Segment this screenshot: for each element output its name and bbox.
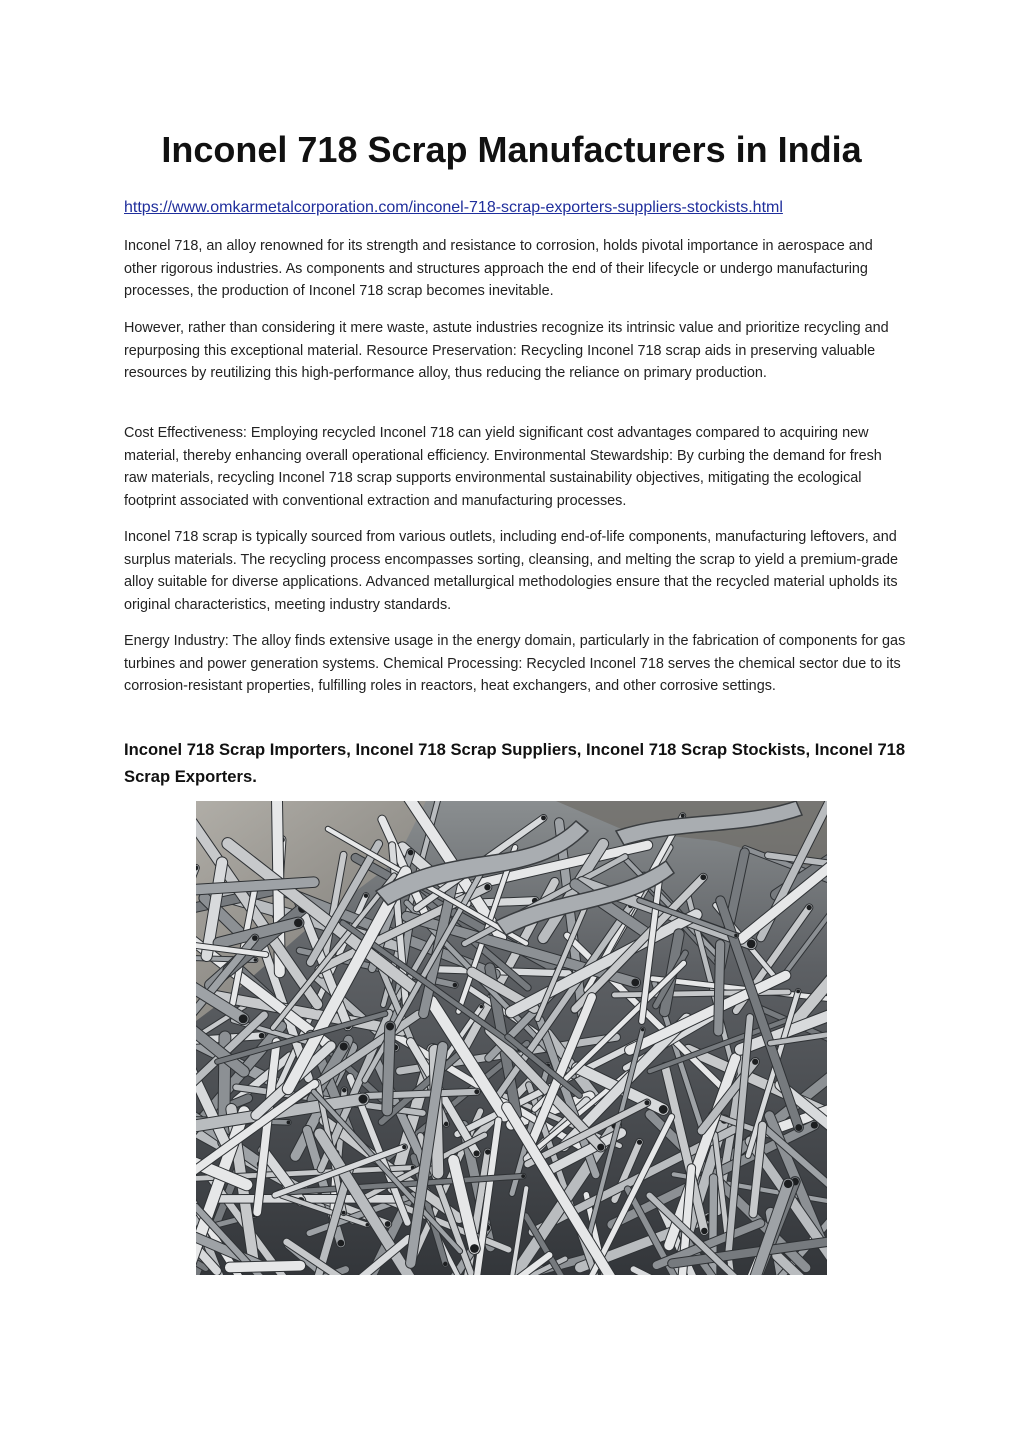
tube-opening <box>681 814 685 818</box>
tube-opening <box>473 1150 479 1156</box>
tube-opening <box>254 958 257 961</box>
tube-opening <box>294 918 303 927</box>
tube-opening <box>811 1122 818 1129</box>
tube-opening <box>342 1088 347 1093</box>
tube-opening <box>259 1033 265 1039</box>
source-url-link[interactable]: https://www.omkarmetalcorporation.com/inconel-718-scrap-exporters-suppliers-stockists.html <box>124 199 783 216</box>
paragraph-resource-preservation: However, rather than considering it mere waste, astute industries recognize its intrinsic value and prioritize recycling and repurposing this exceptional material. Resource Preservation: Recycling Inconel 718 scrap aids in preserving valuable resources by reutilizing this high-performance alloy, thus reducing the reliance on primary production. <box>124 320 889 382</box>
tube-opening <box>796 989 800 993</box>
tube-opening <box>747 940 756 949</box>
tube-opening <box>337 1240 344 1247</box>
tube-opening <box>521 1174 525 1178</box>
tube-opening <box>484 884 490 890</box>
paragraph-applications: Energy Industry: The alloy finds extensive usage in the energy domain, particularly in the fabrication of components for gas turbines and power generation systems. Chemical Processing: Recycled Inconel 718 serves the chemical sector due to its corrosion-resistant properties, fulfilling roles in reactors, heat exchangers, and other corrosive settings. <box>124 633 906 695</box>
tube-opening <box>443 1262 447 1266</box>
tube-opening <box>474 1089 479 1094</box>
tube-opening <box>807 905 812 910</box>
tube-opening <box>701 1228 708 1235</box>
tube-opening <box>637 1140 642 1145</box>
tube-opening <box>641 1028 644 1031</box>
tube-opening <box>795 1124 802 1131</box>
page-title: Inconel 718 Scrap Manufacturers in India <box>161 129 862 170</box>
tube-opening <box>386 1022 394 1030</box>
tube-opening <box>342 1211 346 1215</box>
tube-opening <box>631 979 639 987</box>
tube <box>230 1266 301 1268</box>
tube-opening <box>470 1244 479 1253</box>
tube-opening <box>644 1100 649 1105</box>
paragraph-cost-effectiveness: Cost Effectiveness: Employing recycled Inconel 718 can yield significant cost advantages compared to acquiring new material, thereby enhancing overall operational efficiency. Environmental Stewardship: By curbing the demand for fresh raw materials, recycling Inconel 718 scrap supports environmental sustainability objectives, mitigating the ecological footprint associated with conventional extraction and manufacturing processes. <box>124 425 882 510</box>
tube-opening <box>287 1120 291 1124</box>
tube-opening <box>385 1221 391 1227</box>
tube-opening <box>700 874 706 880</box>
tube-opening <box>402 1145 406 1149</box>
tube <box>718 944 720 1031</box>
tube-opening <box>541 815 546 820</box>
tube-opening <box>239 1014 248 1023</box>
tube-opening <box>252 935 258 941</box>
tube-opening <box>453 983 458 988</box>
tube <box>387 1026 390 1110</box>
paragraph-intro: Inconel 718, an alloy renowned for its strength and resistance to corrosion, holds pivotal importance in aerospace and other rigorous industries. As components and structures approach the end of their lifecycle or undergo manufacturing processes, the production of Inconel 718 scrap becomes inevitable. <box>124 238 873 300</box>
tube-opening <box>784 1180 792 1188</box>
keywords-subheading: Inconel 718 Scrap Importers, Inconel 718 Scrap Suppliers, Inconel 718 Scrap Stockists, Inconel 718 Scrap Exporters. <box>124 740 906 786</box>
tube-opening <box>364 894 368 898</box>
tube-opening <box>659 1105 668 1114</box>
tube-opening <box>444 1122 449 1127</box>
tube-opening <box>340 1042 348 1050</box>
tube-opening <box>408 850 414 856</box>
tube-opening <box>597 1144 604 1151</box>
tube-opening <box>734 934 738 938</box>
tube-opening <box>480 1005 484 1009</box>
tube-opening <box>485 1149 490 1154</box>
scrap-tubes-photo <box>196 801 827 1275</box>
tube-opening <box>366 1223 370 1227</box>
paragraph-sourcing: Inconel 718 scrap is typically sourced from various outlets, including end-of-life components, manufacturing leftovers, and surplus materials. The recycling process encompasses sorting, cleansing, and melting the scrap to yield a premium-grade alloy suitable for diverse applications. Advanced metallurgical methodologies ensure that the recycled material upholds its original characteristics, meeting industry standards. <box>124 529 898 614</box>
tube-opening <box>752 1059 758 1065</box>
tube-opening <box>359 1095 368 1104</box>
